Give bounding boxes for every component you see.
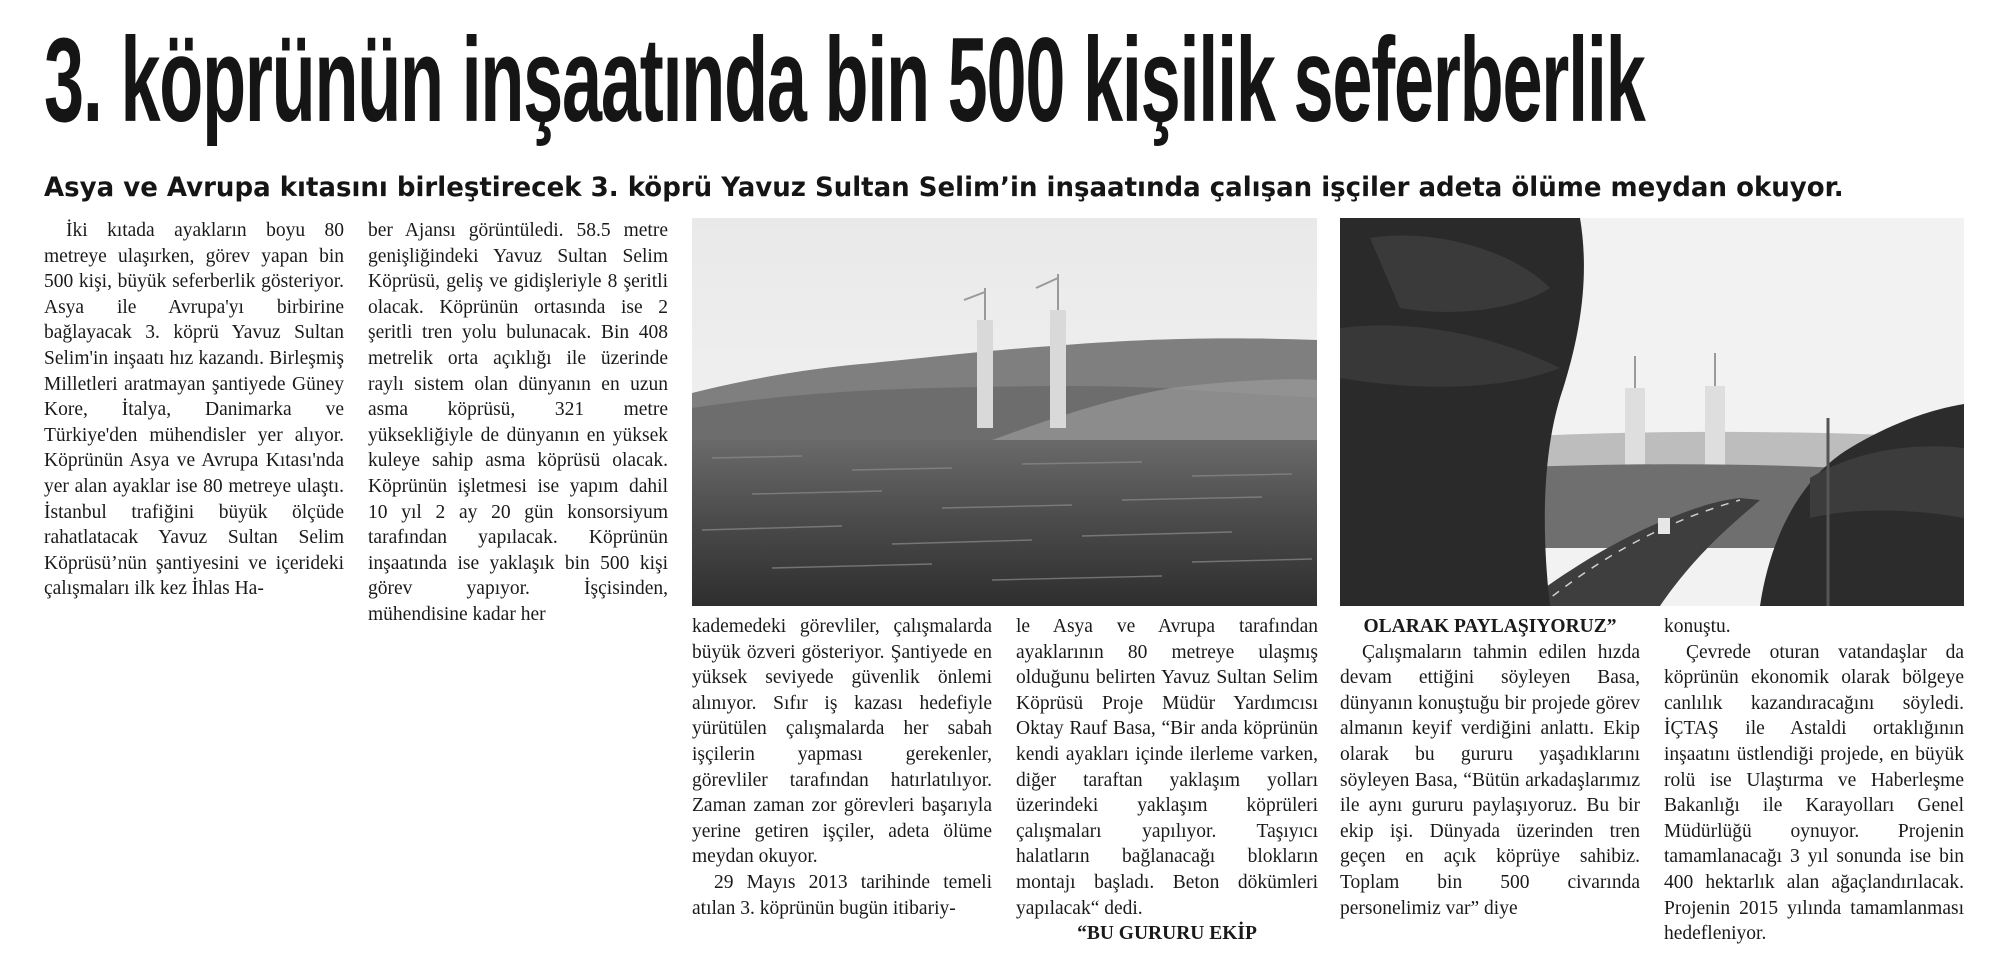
column-3-text-1: kademedeki görevliler, çalışmalarda büyük özveri gösteriyor. Şantiyede en yüksek seviyede güvenlik önlemi alınıyor. Sıfır iş kazası hedefiyle yürütülen çalışmalarda her sabah işçilerin yapması gerekenler, görevliler tarafından hatırlatılıyor. Zaman zaman zor görevleri başarıyla yerine getiren işçiler, adeta ölüme meydan okuyor. [692,616,992,868]
column-6-text-1: konuştu. [1664,616,1731,637]
photo-bridge-towers-sea [692,218,1317,606]
column-5-text: Çalışmaların tahmin edilen hızda devam ettiğini söyleyen Basa, dünyanın konuştuğu bir projede görev almanın keyif verdiğini anlattı. Ekip olarak bu gururu yaşadıklarını söyleyen Basa, “Bütün arkadaşlarımız ile aynı gururu paylaşıyoruz. Bu bir ekip işi. Dünyada üzerinden tren geçen en açık köprüye sahibiz. Toplam bin 500 civarında personelimiz var” diye [1340,641,1640,919]
column-3-text-2: 29 Mayıs 2013 tarihinde temeli atılan 3. köprünün bugün itibariy- [692,871,992,919]
section-subheading-2: OLARAK PAYLAŞIYORUZ” [1363,616,1617,637]
article-column-5 [1340,614,1640,960]
subheadline: Asya ve Avrupa kıtasını birleştirecek 3. köprü Yavuz Sultan Selim’in inşaatında çalışan işçiler adeta ölüme meydan okuyor. [44,172,1844,203]
column-4-text: le Asya ve Avrupa tarafından ayaklarının 80 metreye ulaşmış olduğunu belirten Yavuz Sultan Selim Köprüsü Proje Müdür Yardımcısı Oktay Rauf Basa, “Bir anda köprünün kendi ayakları içinde ilerleme varken, diğer taraftan yaklaşım yolları üzerindeki yaklaşım köprüleri çalışmaları yapılıyor. Taşıyıcı halatların bağlanacağı blokların montajı başladı. Beton dökümleri yapılacak“ dedi. [1016,616,1318,919]
article-column-6 [1664,614,1964,960]
headline: 3. köprünün inşaatında bin 500 kişilik seferberlik [44,13,1645,147]
article-column-2 [368,218,668,638]
article-column-1 [44,218,344,638]
column-1-text: İki kıtada ayakların boyu 80 metreye ulaşırken, görev yapan bin 500 kişi, büyük seferberlik gösteriyor. Asya ile Avrupa'yı birbirine bağlayacak 3. köprü Yavuz Sultan Selim'in inşaatı hız kazandı. Birleşmiş Milletleri aratmayan şantiyede Güney Kore, İtalya, Danimarka ve Türkiye'den mühendisler yer alıyor. Köprünün Asya ve Avrupa Kıtası'nda yer alan ayaklar ise 80 metreye ulaştı. İstanbul trafiğini büyük ölçüde rahatlatacak Yavuz Sultan Selim Köprüsü’nün şantiyesini ve içerideki çalışmaları ilk kez İhlas Ha- [44,220,344,600]
article-column-3 [692,614,992,960]
photo-bridge-towers-road [1340,218,1964,606]
article-column-4 [1016,614,1318,960]
column-2-text: ber Ajansı görüntüledi. 58.5 metre genişliğindeki Yavuz Sultan Selim Köprüsü, geliş ve gidişleriyle 8 şeritli olacak. Köprünün ortasında ise 2 şeritli tren yolu bulunacak. Bin 408 metrelik orta açıklığı ile üzerinde raylı sistem olan dünyanın en uzun asma köprüsü, 321 metre yüksekliğiyle de dünyanın en yüksek kuleye sahip asma köprüsü olacak. Köprünün işletmesi ise yapım dahil 10 yıl 2 ay 20 gün konsorsiyum tarafından yapılacak. Köprünün inşaatında ise yaklaşık bin 500 kişi görev yapıyor. İşçisinden, mühendisine kadar her [368,220,668,625]
section-subheading-1: “BU GURURU EKİP [1077,923,1257,945]
column-6-text-2: Çevrede oturan vatandaşlar da köprünün ekonomik olarak bölgeye canlılık kazandıracağını söyledi. İÇTAŞ ile Astaldi ortaklığının inşaatını üstlendiği projede, en büyük rolü ise Ulaştırma ve Haberleşme Bakanlığı ile Karayolları Genel Müdürlüğü oynuyor. Projenin tamamlanacağı 3 yıl sonunda ise bin 400 hektarlık alan ağaçlandırılacak. Projenin 2015 yılında tamamlanması hedefleniyor. [1664,641,1964,945]
